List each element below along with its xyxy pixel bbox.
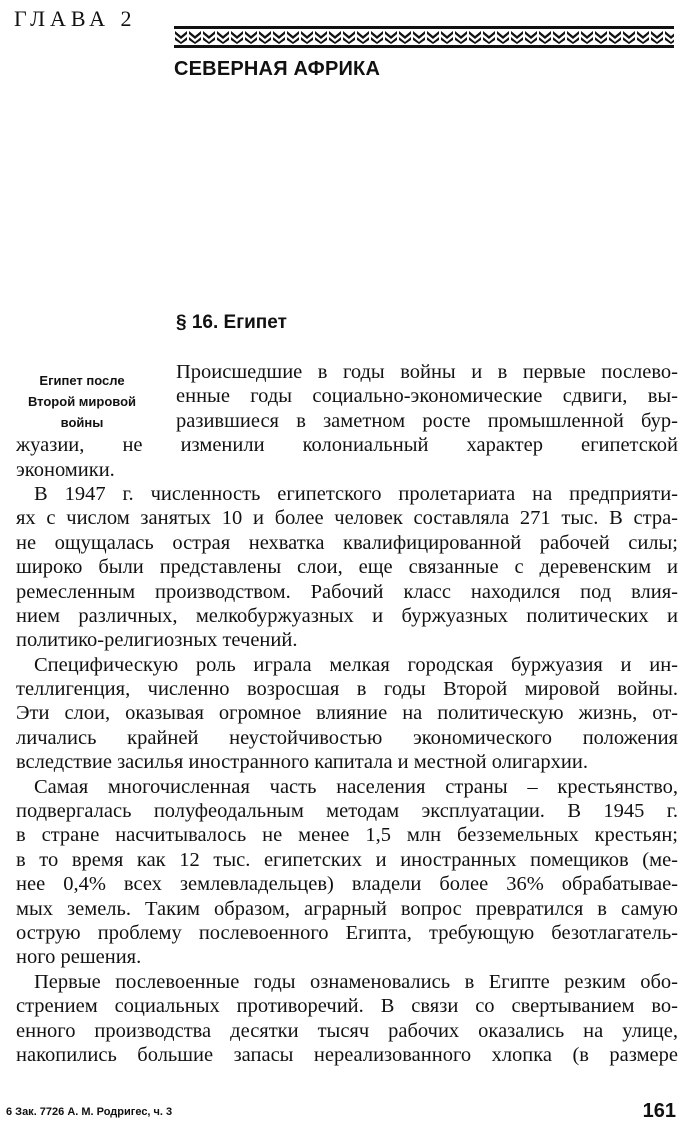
text-line: В 1947 г. численность египетского пролетариата на предприяти- xyxy=(34,482,678,505)
text-line: ного решения. xyxy=(16,946,142,969)
text-line: острую проблему послевоенного Египта, требующую безотлагатель- xyxy=(16,921,678,944)
text-line: стрением социальных противоречий. В связи со свертыванием во- xyxy=(16,995,678,1018)
margin-note-line: Второй мировой xyxy=(27,394,137,409)
text-line: Эти слои, оказывая огромное влияние на политическую жизнь, от- xyxy=(16,702,678,725)
text-line: в стране насчитывалось не менее 1,5 млн безземельных крестьян; xyxy=(16,824,678,847)
margin-note-line: войны xyxy=(60,415,104,430)
text-line: нием различных, мелкобуржуазных и буржуазных политических и xyxy=(16,604,678,627)
text-line: не ощущалась острая нехватка квалифицированной рабочей силы; xyxy=(16,531,678,554)
text-line: Первые послевоенные годы ознаменовались в Египте резким обо- xyxy=(34,970,678,993)
text-line: Специфическую роль играла мелкая городская буржуазия и ин- xyxy=(34,653,678,676)
footer-note: 6 Зак. 7726 А. М. Родригес, ч. 3 xyxy=(6,1106,173,1118)
page-number: 161 xyxy=(642,1100,676,1122)
text-line: вследствие засилья иностранного капитала и местной олигархии. xyxy=(16,751,588,774)
text-line: экономики. xyxy=(16,458,115,481)
text-line: Происшедшие в годы войны и в первые послево- xyxy=(176,361,678,383)
text-line: енные годы социально-экономические сдвиги, вы- xyxy=(176,385,678,408)
text-line: теллигенция, численно возросшая в годы Второй мировой войны. xyxy=(16,678,678,701)
decorative-ornament-border xyxy=(174,26,674,48)
text-line: накопились большие запасы нереализованного хлопка (в размере xyxy=(16,1043,678,1066)
page-footer xyxy=(6,1100,676,1126)
chapter-title: СЕВЕРНАЯ АФРИКА xyxy=(174,58,381,80)
text-line: подвергалась полуфеодальным методам эксплуатации. В 1945 г. xyxy=(16,800,678,823)
text-line: в то время как 12 тыс. египетских и иностранных помещиков (ме- xyxy=(16,848,678,871)
text-line: нее 0,4% всех землевладельцев) владели более 36% обрабатывае- xyxy=(16,873,678,896)
text-line: широко были представлены слои, еще связанные с деревенским и xyxy=(16,556,678,579)
text-line: жуазии, не изменили колониальный характер египетской xyxy=(16,434,678,457)
body-text xyxy=(16,360,678,1067)
text-line: енного производства десятки тысяч рабочих оказались на улице, xyxy=(16,1019,678,1042)
text-line: политико-религиозных течений. xyxy=(16,629,298,652)
text-line: Самая многочисленная часть населения страны – крестьянство, xyxy=(34,775,678,798)
section-title: § 16. Египет xyxy=(176,312,287,333)
text-line: ремесленным производством. Рабочий класс находился под влия- xyxy=(16,580,678,603)
chapter-label: ГЛАВА 2 xyxy=(14,6,137,31)
text-line: личались крайней неустойчивостью экономического положения xyxy=(16,726,678,749)
text-line: мых земель. Таким образом, аграрный вопрос превратился в самую xyxy=(16,897,678,920)
text-line: разившиеся в заметном росте промышленной бур- xyxy=(176,409,678,432)
text-line: ях с числом занятых 10 и более человек составляла 271 тыс. В стра- xyxy=(16,507,678,530)
margin-note-line: Египет после xyxy=(39,373,125,388)
